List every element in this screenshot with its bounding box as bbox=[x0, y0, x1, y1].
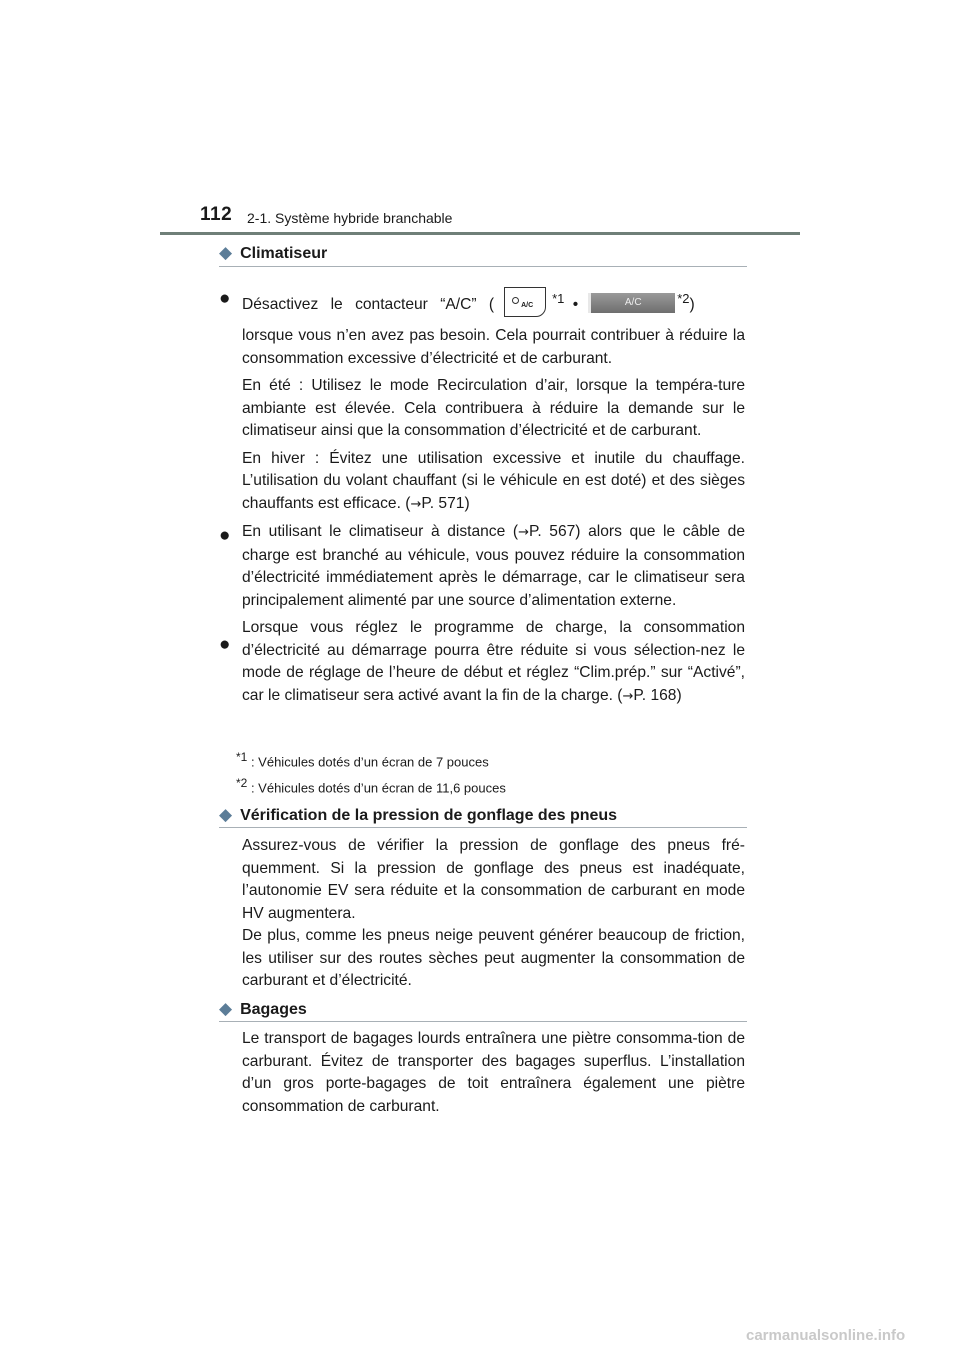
section-rule bbox=[219, 827, 747, 828]
ac-button-screen-icon: A/C bbox=[588, 293, 675, 313]
footnote-1 bbox=[236, 750, 489, 769]
pneus-paragraph-1: Assurez-vous de vérifier la pression de gonflage des pneus fré-quemment. Si la pression de gonflage des pneus est inadéquate, l’autonomie EV sera réduite et la consommation de carburant en mode HV augmentera. bbox=[242, 837, 745, 922]
diamond-icon: ◆ bbox=[219, 999, 233, 1018]
bullet1-text: Désactivez le contacteur “A/C” ( bbox=[242, 296, 495, 314]
bullet3-text: Lorsque vous réglez le programme de charge, la consommation d’électricité au démarrage pourra être réduite si vous sélection-nez le mode de réglage de l’heure de début et réglez “Clim.prép.” sur “Activé”, car le climatiseur sera activé avant la fin de la charge. ( bbox=[242, 619, 745, 704]
section-heading-climatiseur bbox=[219, 243, 327, 263]
arrow-icon: → bbox=[410, 496, 422, 512]
section-rule bbox=[219, 266, 747, 267]
footnote-text: : Véhicules dotés d’un écran de 11,6 pouces bbox=[247, 780, 506, 796]
winter-paragraph bbox=[242, 448, 745, 517]
bullet2-ref: P. 567) alors que le câble de charge est branché au véhicule, vous pouvez réduire la consommation d’électricité immédiatement après le démarrage, car le climatiseur sera principalement alimenté par une source d’alimentation externe. bbox=[242, 523, 745, 609]
winter-ref: P. 571) bbox=[421, 494, 470, 512]
watermark: carmanualsonline.info bbox=[746, 1327, 906, 1344]
bullet-paragraph-2 bbox=[242, 521, 745, 612]
arrow-icon: → bbox=[518, 525, 529, 541]
footnote-mark-2: *2 bbox=[677, 291, 690, 306]
circle-icon bbox=[512, 297, 519, 304]
pneus-body bbox=[242, 835, 745, 998]
diamond-icon: ◆ bbox=[219, 805, 233, 824]
bagages-body bbox=[242, 1028, 745, 1123]
section-title: Vérification de la pression de gonflage des pneus bbox=[240, 807, 618, 824]
ac-button-icon bbox=[504, 287, 546, 317]
bullet3-ref: P. 168) bbox=[633, 686, 682, 704]
section-rule bbox=[219, 1021, 747, 1022]
pneus-paragraph-2: De plus, comme les pneus neige peuvent générer beaucoup de friction, les utiliser sur des routes sèches peut augmenter la consommation de carburant et d’électricité. bbox=[242, 927, 745, 989]
section-heading-pneus bbox=[219, 805, 617, 825]
section-title: Climatiseur bbox=[240, 245, 328, 262]
bullet-icon: ● bbox=[219, 634, 231, 655]
bullet1-continuation: lorsque vous n’en avez pas besoin. Cela pourrait contribuer à réduire la consommation excessive d’électricité et de carburant. bbox=[242, 327, 745, 367]
arrow-icon: → bbox=[622, 688, 634, 704]
footnote-mark: *2 bbox=[236, 776, 248, 790]
footnote-2 bbox=[236, 776, 506, 795]
bullet-paragraph-1 bbox=[242, 288, 745, 320]
footnote-mark: *1 bbox=[236, 750, 248, 764]
section-title: Bagages bbox=[240, 1001, 307, 1018]
chapter-title: 2-1. Système hybride branchable bbox=[247, 210, 453, 226]
ac-button-label: A/C bbox=[521, 302, 534, 310]
summer-paragraph: En été : Utilisez le mode Recirculation d’air, lorsque la tempéra-ture ambiante est élevée. Cela contribuera à réduire la demande sur le climatiseur ainsi que la consommation d’électricité et de carburant. bbox=[242, 377, 745, 440]
footnote-text: : Véhicules dotés d’un écran de 7 pouces bbox=[247, 754, 489, 770]
section-heading-bagages bbox=[219, 999, 307, 1019]
winter-text: En hiver : Évitez une utilisation excessive et inutile du chauffage. L’utilisation du volant chauffant (si le véhicule en est doté) et des sièges chauffants est efficace. ( bbox=[242, 449, 745, 512]
bagages-paragraph: Le transport de bagages lourds entraînera une piètre consomma-tion de carburant. Évitez de transporter des bagages superflus. L’installation d’un gros porte-bagages de toit entraînera également une piètre consommation de carburant. bbox=[242, 1030, 745, 1115]
page-number: 112 bbox=[200, 204, 233, 225]
climatiseur-body bbox=[242, 288, 745, 713]
footnote-mark-1: *1 bbox=[552, 291, 565, 306]
separator: • bbox=[572, 296, 579, 314]
bullet-icon: ● bbox=[219, 288, 231, 309]
bullet2-text: En utilisant le climatiseur à distance ( bbox=[242, 523, 519, 541]
header-rule bbox=[160, 232, 800, 235]
bullet-paragraph-3 bbox=[242, 617, 745, 708]
diamond-icon: ◆ bbox=[219, 243, 233, 262]
bullet1-close: ) bbox=[689, 296, 695, 314]
bullet-icon: ● bbox=[219, 525, 231, 546]
